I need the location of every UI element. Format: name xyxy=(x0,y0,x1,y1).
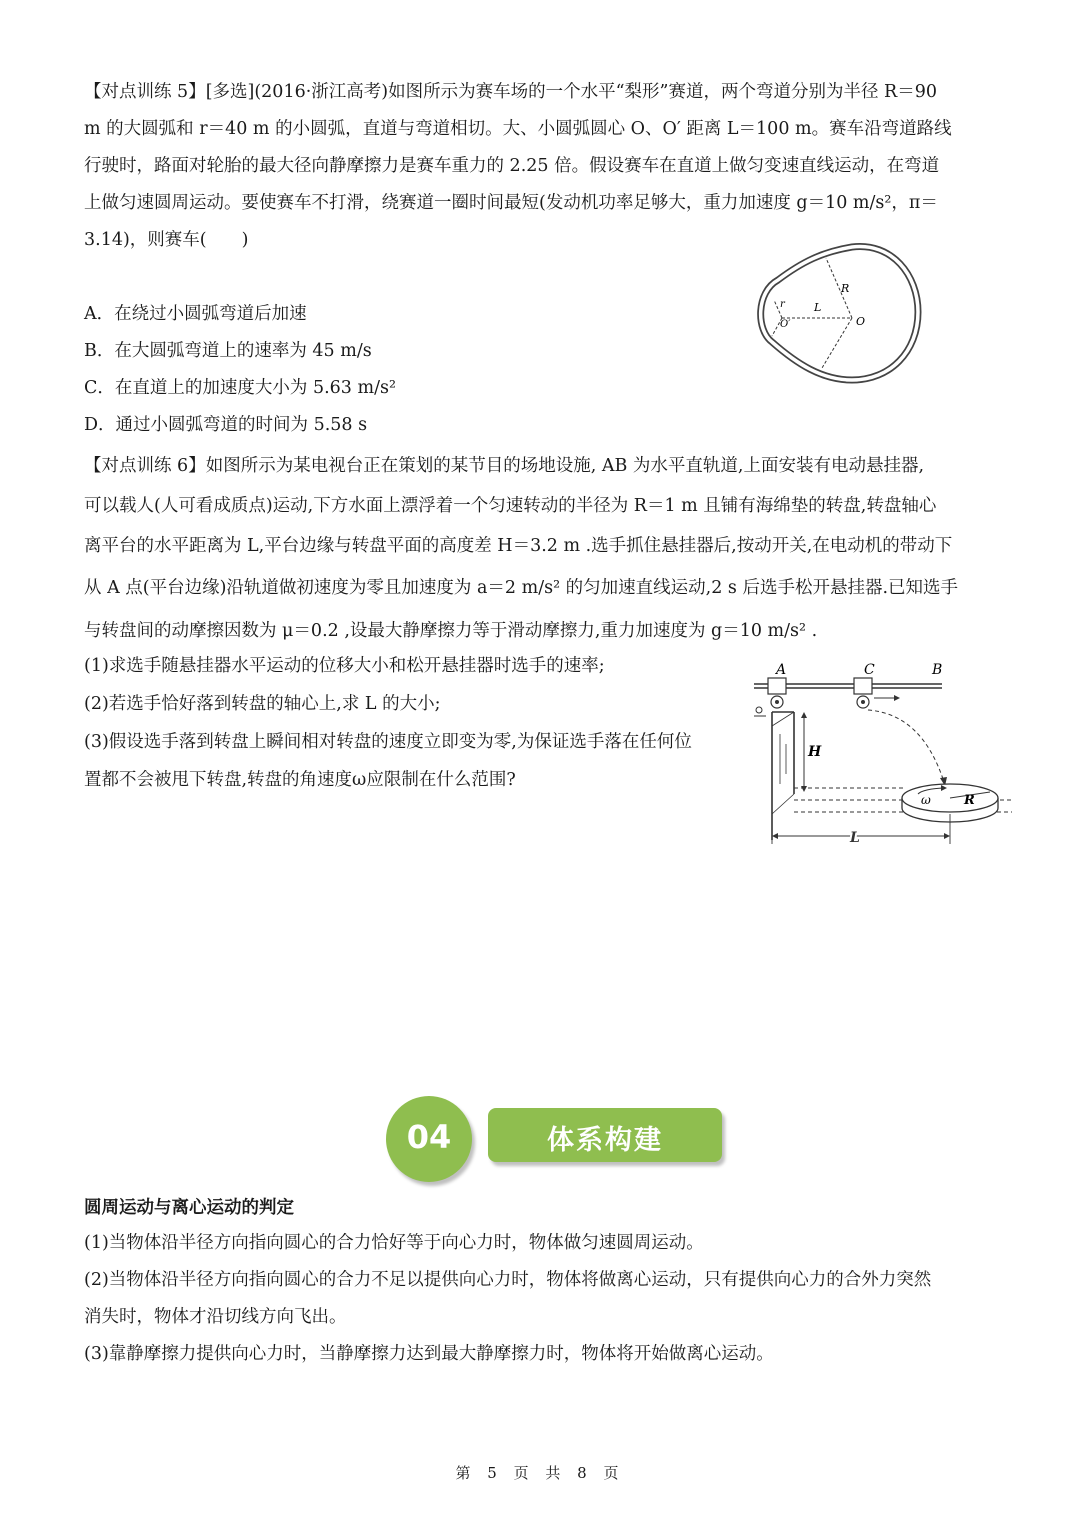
summary-item-3: (3)靠静摩擦力提供向心力时，当静摩擦力达到最大静摩擦力时，物体将开始做离心运动。 xyxy=(84,1344,774,1364)
section-number-badge xyxy=(386,1096,472,1182)
label-O-prime: O′ xyxy=(780,319,791,330)
section-title-badge xyxy=(488,1108,722,1162)
hanger-c-icon xyxy=(854,678,872,694)
label-R: R xyxy=(964,793,975,808)
turntable-figure xyxy=(746,654,1014,850)
q5-stem xyxy=(84,74,1000,259)
label-O: O xyxy=(856,315,866,328)
q5-option-c: C．在直道上的加速度大小为 5.63 m/s² xyxy=(84,378,396,398)
q6-stem xyxy=(84,446,1000,652)
q5-line-1: 【对点训练 5】[多选](2016·浙江高考)如图所示为赛车场的一个水平“梨形”赛道，两个弯道分别为半径 R＝90 xyxy=(84,82,938,102)
label-A: A xyxy=(776,662,787,678)
pear-track-figure xyxy=(752,240,924,385)
label-L: L xyxy=(814,301,822,314)
summary-heading: 圆周运动与离心运动的判定 xyxy=(84,1198,294,1218)
q6-sub-1: (1)求选手随悬挂器水平运动的位移大小和松开悬挂器时选手的速率; xyxy=(84,656,605,676)
hanger-a-icon xyxy=(768,678,786,694)
q6-line-1: 【对点训练 6】如图所示为某电视台正在策划的某节目的场地设施, AB 为水平直轨道,上面安装有电动悬挂器, xyxy=(84,456,925,476)
page-footer: 第 5 页 共 8 页 xyxy=(455,1464,625,1482)
q5-line-3: 行驶时，路面对轮胎的最大径向静摩擦力是赛车重力的 2.25 倍。假设赛车在直道上做匀变速直线运动，在弯道 xyxy=(84,156,940,176)
q6-line-4: 从 A 点(平台边缘)沿轨道做初速度为零且加速度为 a＝2 m/s² 的匀加速直线运动,2 s 后选手松开悬挂器.已知选手 xyxy=(84,578,959,598)
summary-item-2-cont: 消失时，物体才沿切线方向飞出。 xyxy=(84,1307,347,1327)
section-title: 体系构建 xyxy=(547,1125,663,1156)
q6-sub-4: 置都不会被甩下转盘,转盘的角速度ω应限制在什么范围? xyxy=(84,770,516,790)
label-r: r xyxy=(780,299,785,310)
q6-sub-3: (3)假设选手落到转盘上瞬间相对转盘的速度立即变为零,为保证选手落在任何位 xyxy=(84,732,692,752)
q6-line-5: 与转盘间的动摩擦因数为 μ＝0.2 ,设最大静摩擦力等于滑动摩擦力,重力加速度为 g＝10 m/s² . xyxy=(84,621,818,641)
q5-option-a: A．在绕过小圆弧弯道后加速 xyxy=(84,304,307,324)
label-C: C xyxy=(864,662,875,678)
label-H: H xyxy=(808,744,822,760)
q5-line-2: m 的大圆弧和 r＝40 m 的小圆弧，直道与弯道相切。大、小圆弧圆心 O、O′ 距离 L＝100 m。赛车沿弯道路线 xyxy=(84,119,952,139)
summary-item-2: (2)当物体沿半径方向指向圆心的合力不足以提供向心力时，物体将做离心运动，只有提供向心力的合外力突然 xyxy=(84,1270,932,1290)
q6-line-2: 可以载人(人可看成质点)运动,下方水面上漂浮着一个匀速转动的半径为 R＝1 m 且铺有海绵垫的转盘,转盘轴心 xyxy=(84,496,937,516)
q6-sub-2: (2)若选手恰好落到转盘的轴心上,求 L 的大小; xyxy=(84,694,441,714)
label-L: L xyxy=(850,830,860,846)
label-R: R xyxy=(841,282,850,295)
q5-line-5: 3.14)，则赛车( ) xyxy=(84,230,249,250)
summary-item-1: (1)当物体沿半径方向指向圆心的合力恰好等于向心力时，物体做匀速圆周运动。 xyxy=(84,1233,704,1253)
label-B: B xyxy=(932,662,943,678)
q5-option-b: B．在大圆弧弯道上的速率为 45 m/s xyxy=(84,341,372,361)
q5-option-d: D．通过小圆弧弯道的时间为 5.58 s xyxy=(84,415,368,435)
section-number: 04 xyxy=(406,1118,452,1156)
q5-line-4: 上做匀速圆周运动。要使赛车不打滑，绕赛道一圈时间最短(发动机功率足够大，重力加速度 g＝10 m/s²，π＝ xyxy=(84,193,938,213)
label-omega: ω xyxy=(921,793,931,807)
q6-line-3: 离平台的水平距离为 L,平台边缘与转盘平面的高度差 H＝3.2 m .选手抓住悬挂器后,按动开关,在电动机的带动下 xyxy=(84,536,953,556)
